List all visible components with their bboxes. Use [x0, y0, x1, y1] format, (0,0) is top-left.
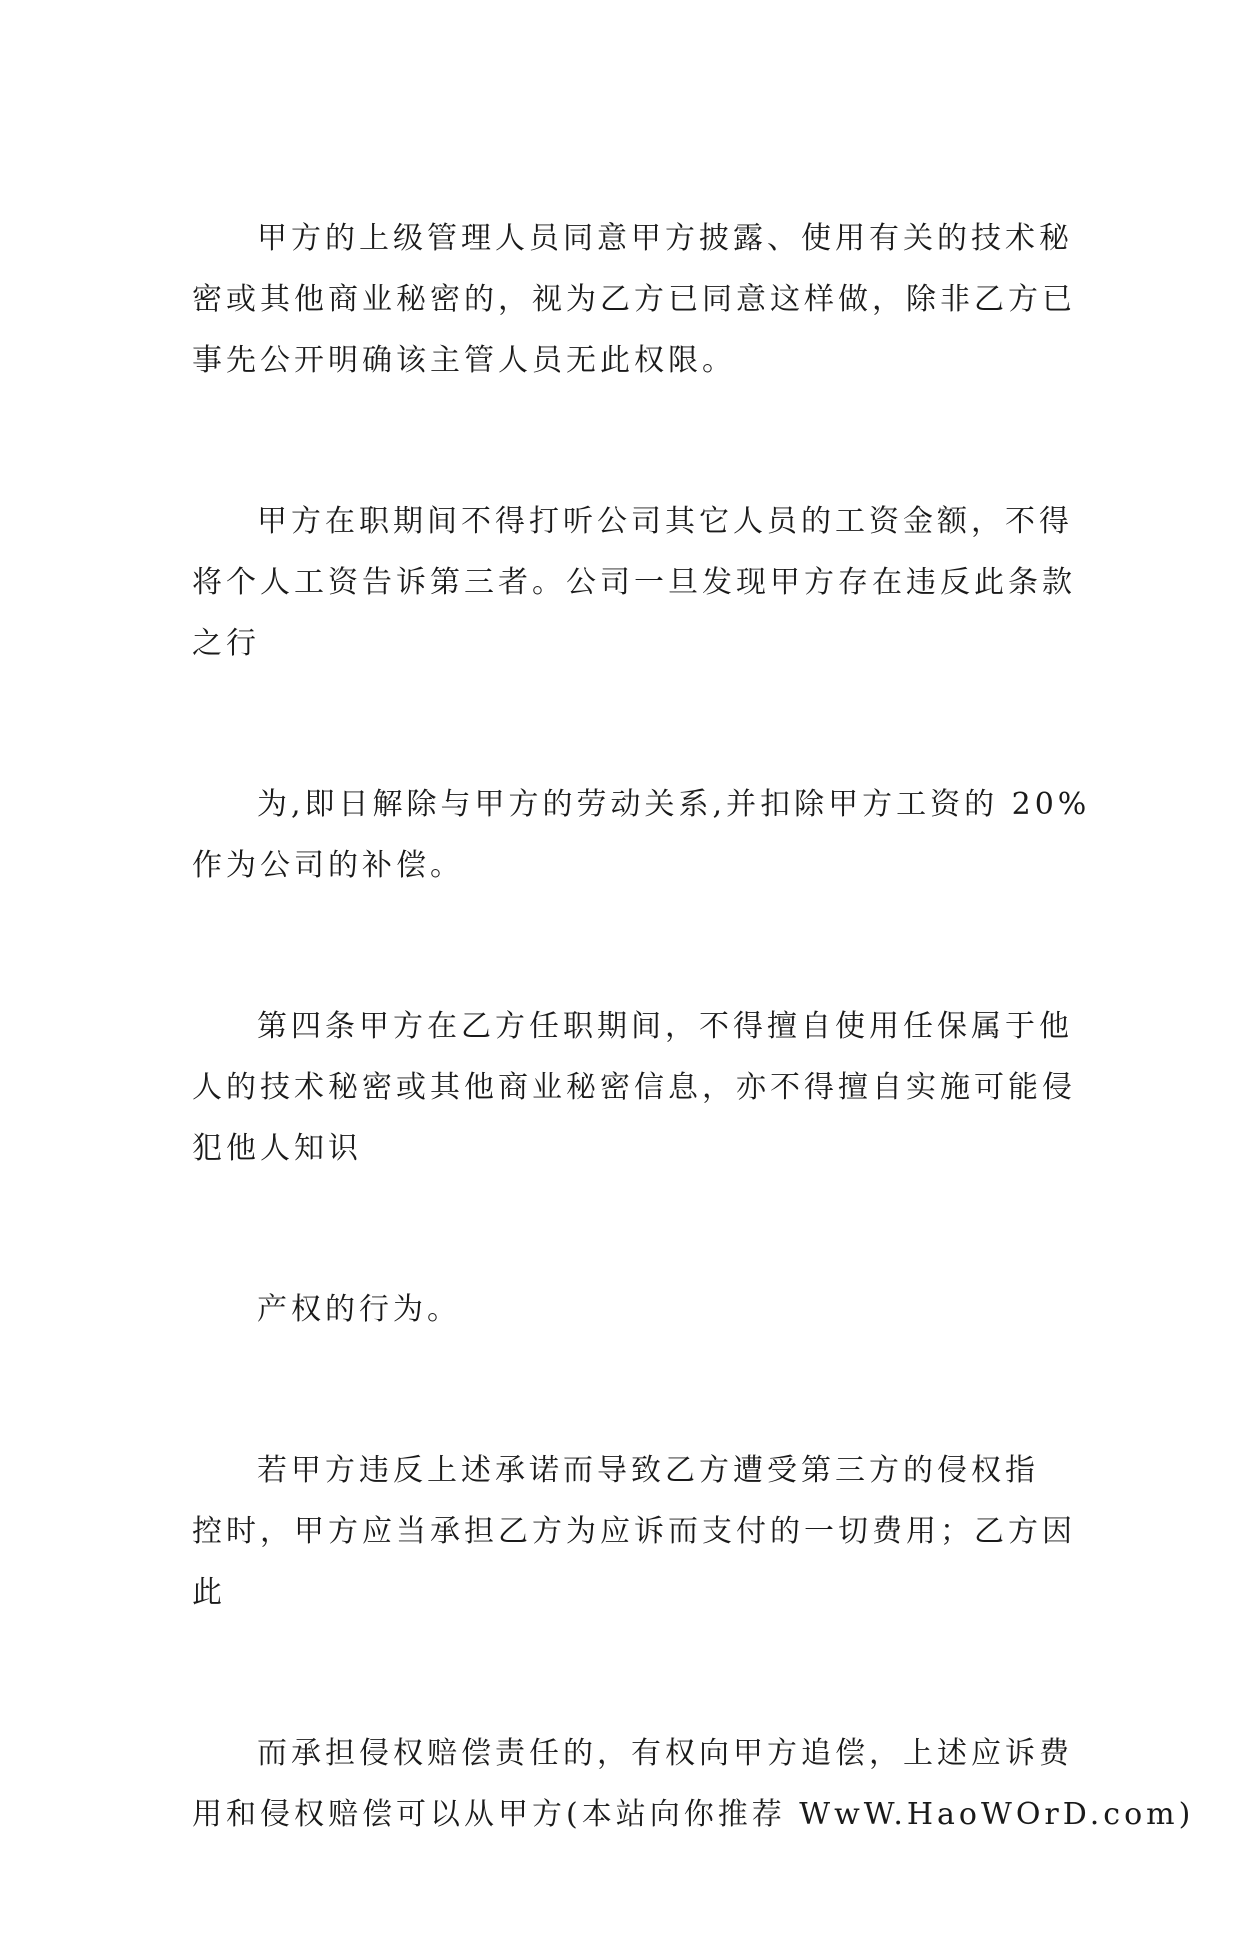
- paragraph-5: [192, 1279, 1062, 1340]
- text-line: 此: [192, 1575, 226, 1610]
- paragraph-3: [192, 774, 1091, 896]
- paragraph-7: [192, 1723, 1195, 1845]
- text-line: 人的技术秘密或其他商业秘密信息，亦不得擅自实施可能侵: [192, 1070, 1076, 1105]
- text-line: 作为公司的补偿。: [192, 848, 464, 883]
- paragraph-6: [192, 1440, 1076, 1623]
- text-line: 密或其他商业秘密的，视为乙方已同意这样做，除非乙方已: [192, 282, 1076, 317]
- text-line: 甲方的上级管理人员同意甲方披露、使用有关的技术秘: [257, 221, 1073, 256]
- text-line: 将个人工资告诉第三者。公司一旦发现甲方存在违反此条款: [192, 565, 1076, 600]
- text-line: 控时，甲方应当承担乙方为应诉而支付的一切费用；乙方因: [192, 1514, 1076, 1549]
- text-line: 事先公开明确该主管人员无此权限。: [192, 343, 736, 378]
- text-line: 甲方在职期间不得打听公司其它人员的工资金额，不得: [257, 504, 1073, 539]
- text-line: 之行: [192, 626, 260, 661]
- text-line: 而承担侵权赔偿责任的，有权向甲方追偿，上述应诉费: [257, 1736, 1073, 1771]
- paragraph-1: [192, 208, 1076, 391]
- text-line: 为,即日解除与甲方的劳动关系,并扣除甲方工资的 20%: [257, 787, 1091, 822]
- text-line: 用和侵权赔偿可以从甲方(本站向你推荐 WwW.HaoWOrD.com): [192, 1797, 1195, 1832]
- text-line: 犯他人知识: [192, 1131, 362, 1166]
- paragraph-4: [192, 996, 1076, 1179]
- text-line: 第四条甲方在乙方任职期间，不得擅自使用任保属于他: [257, 1009, 1073, 1044]
- paragraph-2: [192, 491, 1076, 674]
- text-line: 若甲方违反上述承诺而导致乙方遭受第三方的侵权指: [257, 1453, 1039, 1488]
- document-body: [192, 208, 1195, 1945]
- text-line: 产权的行为。: [257, 1292, 461, 1327]
